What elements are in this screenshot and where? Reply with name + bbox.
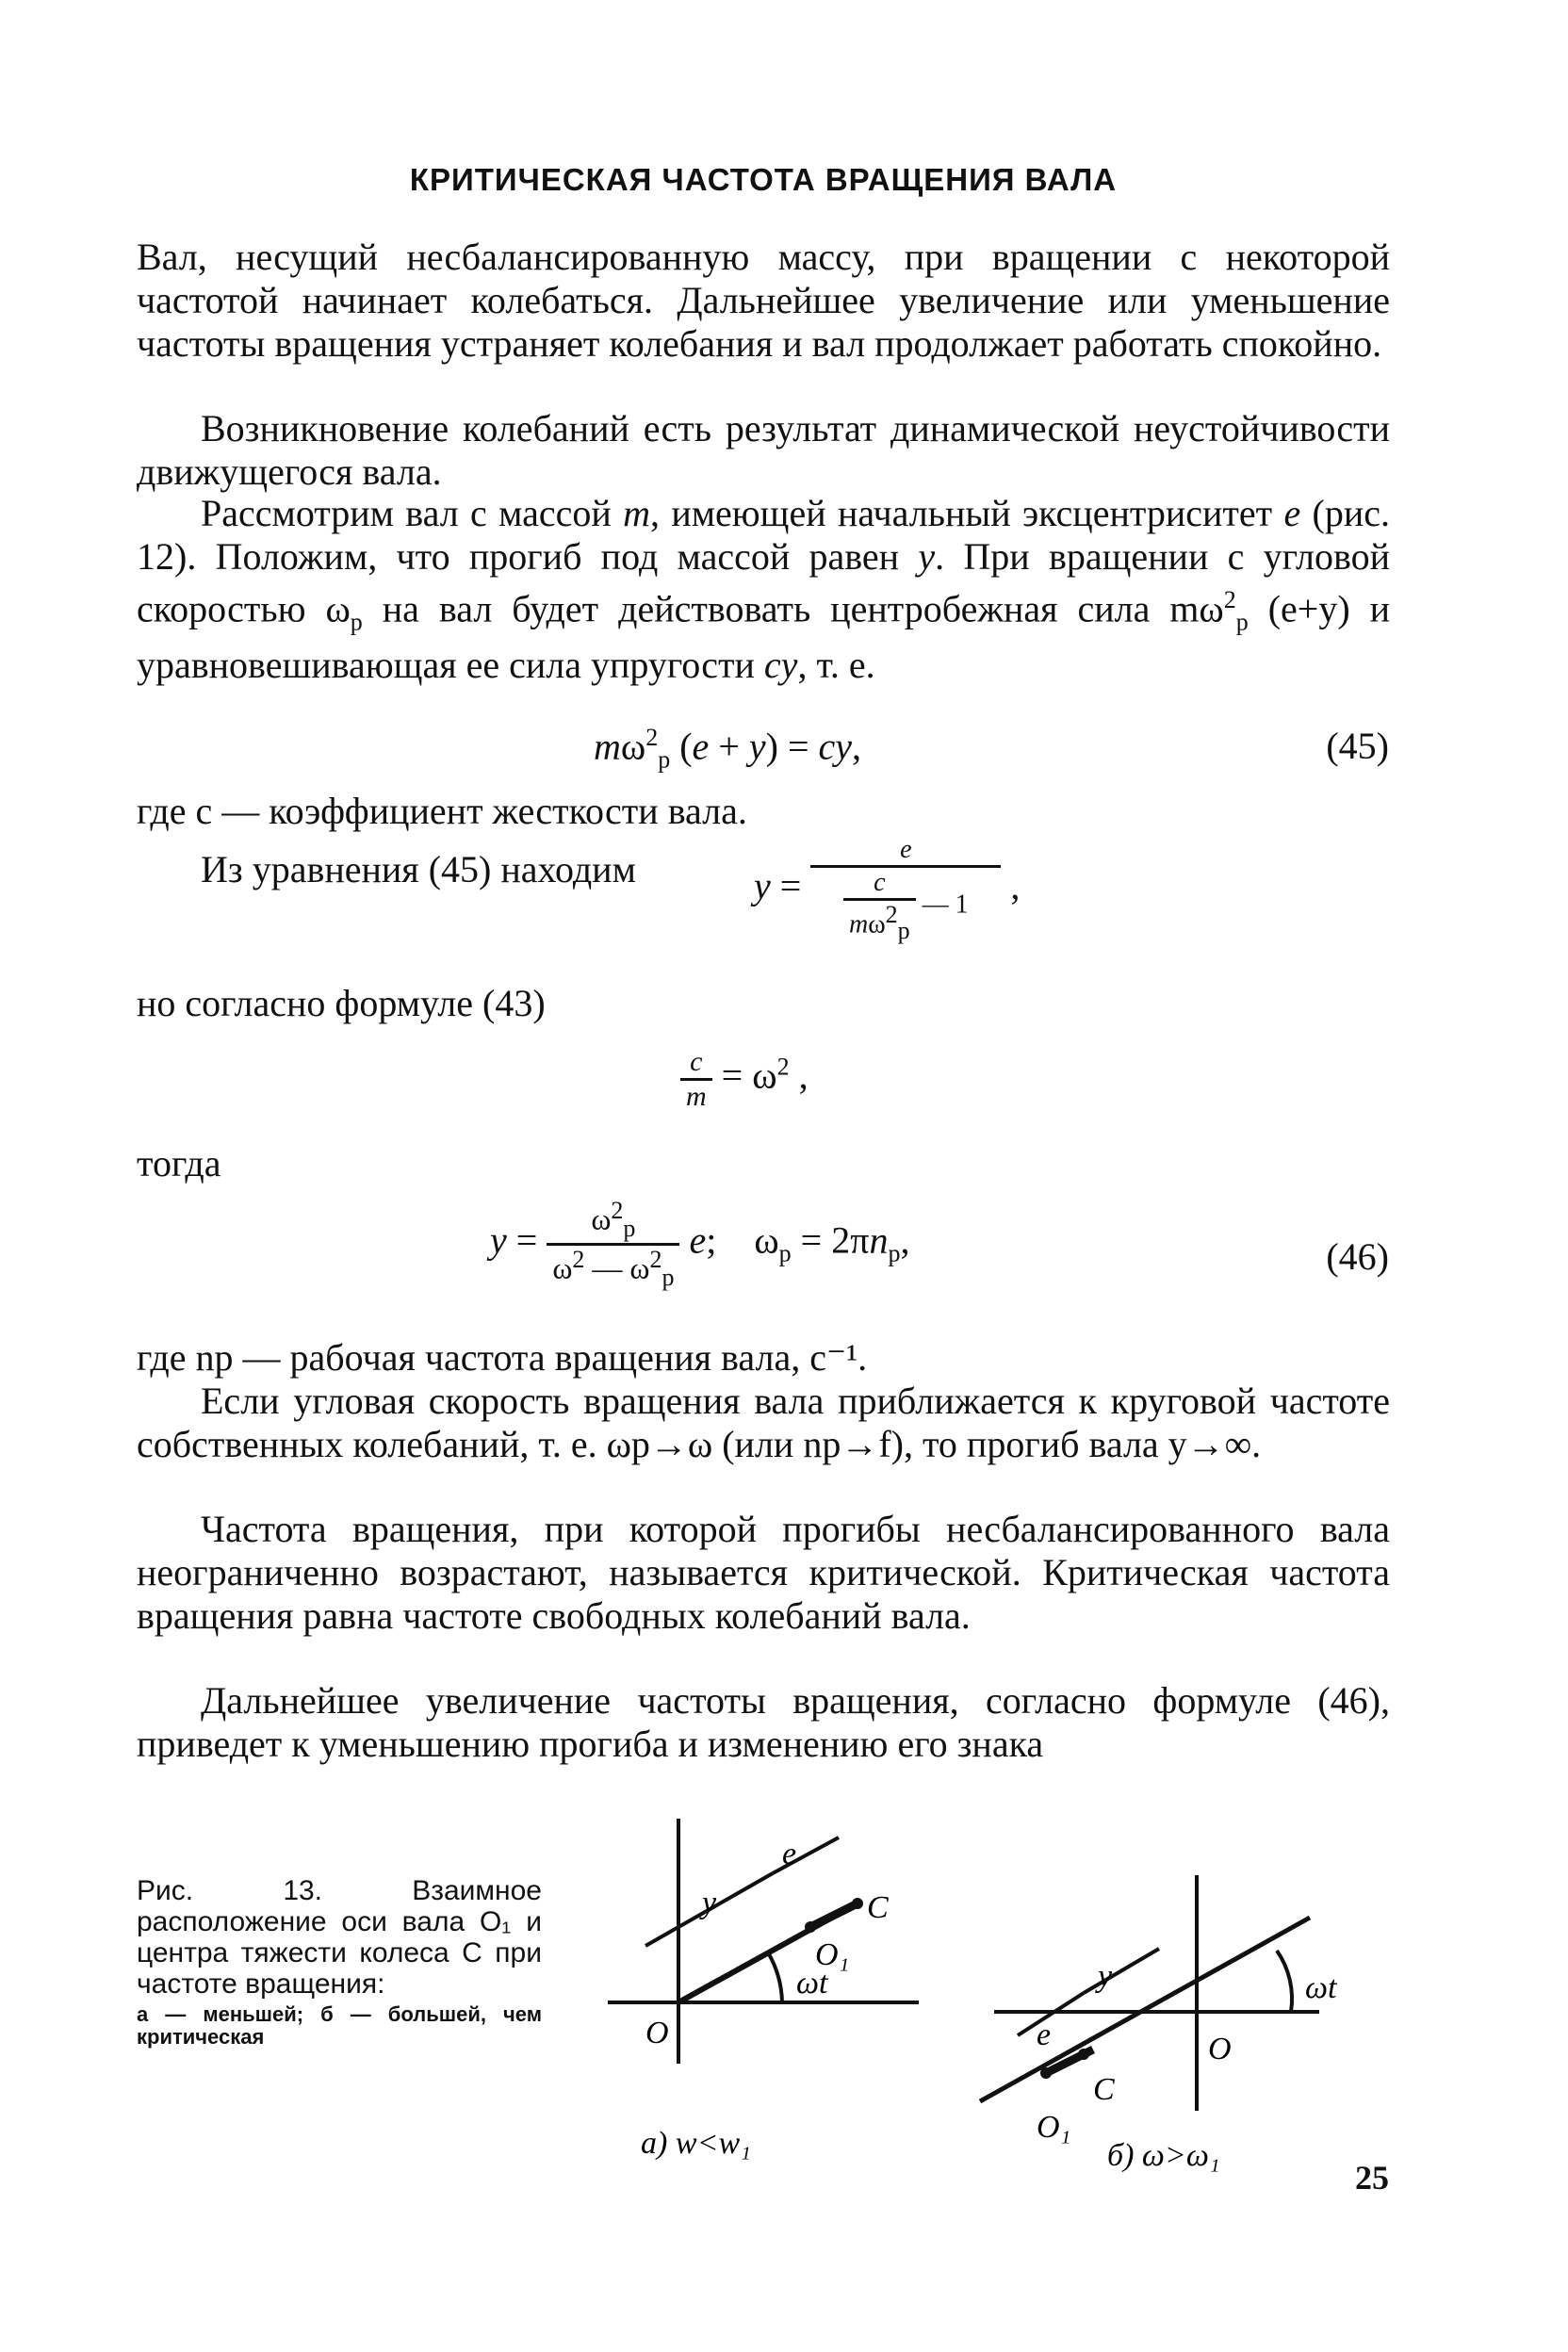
page-number: 25 — [1355, 2159, 1389, 2197]
a-label-o: O — [645, 2016, 669, 2050]
b-label-wt: ωt — [1305, 1970, 1337, 2005]
b-point-c — [1078, 2049, 1089, 2060]
a-label-c: C — [867, 1890, 889, 1925]
equation-46: y = $\frac{\omega^2_р}{\omega^2 — \omega^2_р}$ e; $\omega_р = 2\pi n_р$, — [490, 1197, 910, 1292]
a-label-y: y — [702, 1886, 717, 1920]
paragraph-3: Рассмотрим вал с массой m, имеющей начальный эксцентриситет e (рис. 12). Положим, что прогиб под массой равен y. При вращении с угловой скоростью $\omega_р$ на вал будет действовать центробежная сила $m\omega^2_р$ (e+y) и уравновешивающая ее сила упругости cy, т. е. — [137, 492, 1390, 687]
paragraph-1: Вал, несущий несбалансированную массу, при вращении с некоторой частотой начинает колебаться. Дальнейшее увеличение или уменьшение частоты вращения устраняет колебания и вал продолжает работать спокойно. — [137, 236, 1390, 365]
caption-main: Рис. 13. Взаимное расположение оси вала O₁ и центра тяжести колеса C при частоте вращения: — [137, 1875, 542, 2000]
paragraph-9: Если угловая скорость вращения вала приближается к круговой частоте собственных колебаний, т. е. ωр→ω (или nр→f), то прогиб вала y→∞. — [137, 1380, 1390, 1465]
paragraph-5: Из уравнения (45) находим — [201, 848, 636, 890]
b-angle-arc — [1277, 1951, 1292, 2012]
a-angle-arc — [768, 1952, 782, 2002]
b-label-y: y — [1098, 1959, 1113, 1994]
paragraph-8: где nр — рабочая частота вращения вала, с⁻¹. — [137, 1336, 868, 1379]
paragraph-7: тогда — [137, 1142, 221, 1184]
section-title: КРИТИЧЕСКАЯ ЧАСТОТА ВРАЩЕНИЯ ВАЛА — [409, 162, 1118, 197]
a-label-e: e — [782, 1837, 797, 1871]
a-point-o1 — [805, 1921, 816, 1933]
paragraph-11: Дальнейшее увеличение частоты вращения, согласно формуле (46), приведет к уменьшению прогиба и изменению его знака — [137, 1679, 1390, 1765]
paragraph-4: где c — коэффициент жесткости вала. — [137, 790, 747, 832]
equation-45: $m\omega^2_р$ (e + y) = cy, — [594, 724, 862, 774]
equation-y-from-45: y = e $\frac{c}{m\omega^2_р}$ — 1 , — [754, 835, 1021, 944]
a-caption-label: а) w<w₁ — [641, 2126, 751, 2161]
a-point-c — [852, 1898, 863, 1909]
a-eccentricity-segment — [810, 1903, 858, 1927]
b-point-o1 — [1040, 2067, 1052, 2079]
b-dim-y — [1084, 1949, 1159, 1993]
b-label-c: C — [1093, 2072, 1115, 2107]
equation-46-number: (46) — [1326, 1235, 1389, 1278]
a-label-wt: ωt — [796, 1966, 828, 2001]
equation-43: $\frac{c}{m}$ = $\omega^2$ , — [680, 1046, 808, 1113]
b-label-o1: O₁ — [1037, 2110, 1071, 2145]
b-label-o: O — [1208, 2032, 1232, 2066]
b-label-e: e — [1037, 2017, 1052, 2052]
paragraph-2: Возникновение колебаний есть результат динамической неустойчивости движущегося вала. — [137, 407, 1390, 493]
equation-45-number: (45) — [1326, 725, 1389, 767]
paragraph-6: но согласно формуле (43) — [137, 982, 546, 1024]
b-shaft-line — [980, 1918, 1310, 2101]
caption-legend: а — меньшей; б — большей, чем критическая — [137, 2002, 542, 2049]
a-label-o1: O₁ — [815, 1937, 850, 1972]
paragraph-10: Частота вращения, при которой прогибы несбалансированного вала неограниченно возрастают, называется критической. Критическая частота вращения равна частоте свободных колебаний вала. — [137, 1508, 1390, 1637]
b-caption-label: б) ω>ω₁ — [1107, 2138, 1220, 2173]
